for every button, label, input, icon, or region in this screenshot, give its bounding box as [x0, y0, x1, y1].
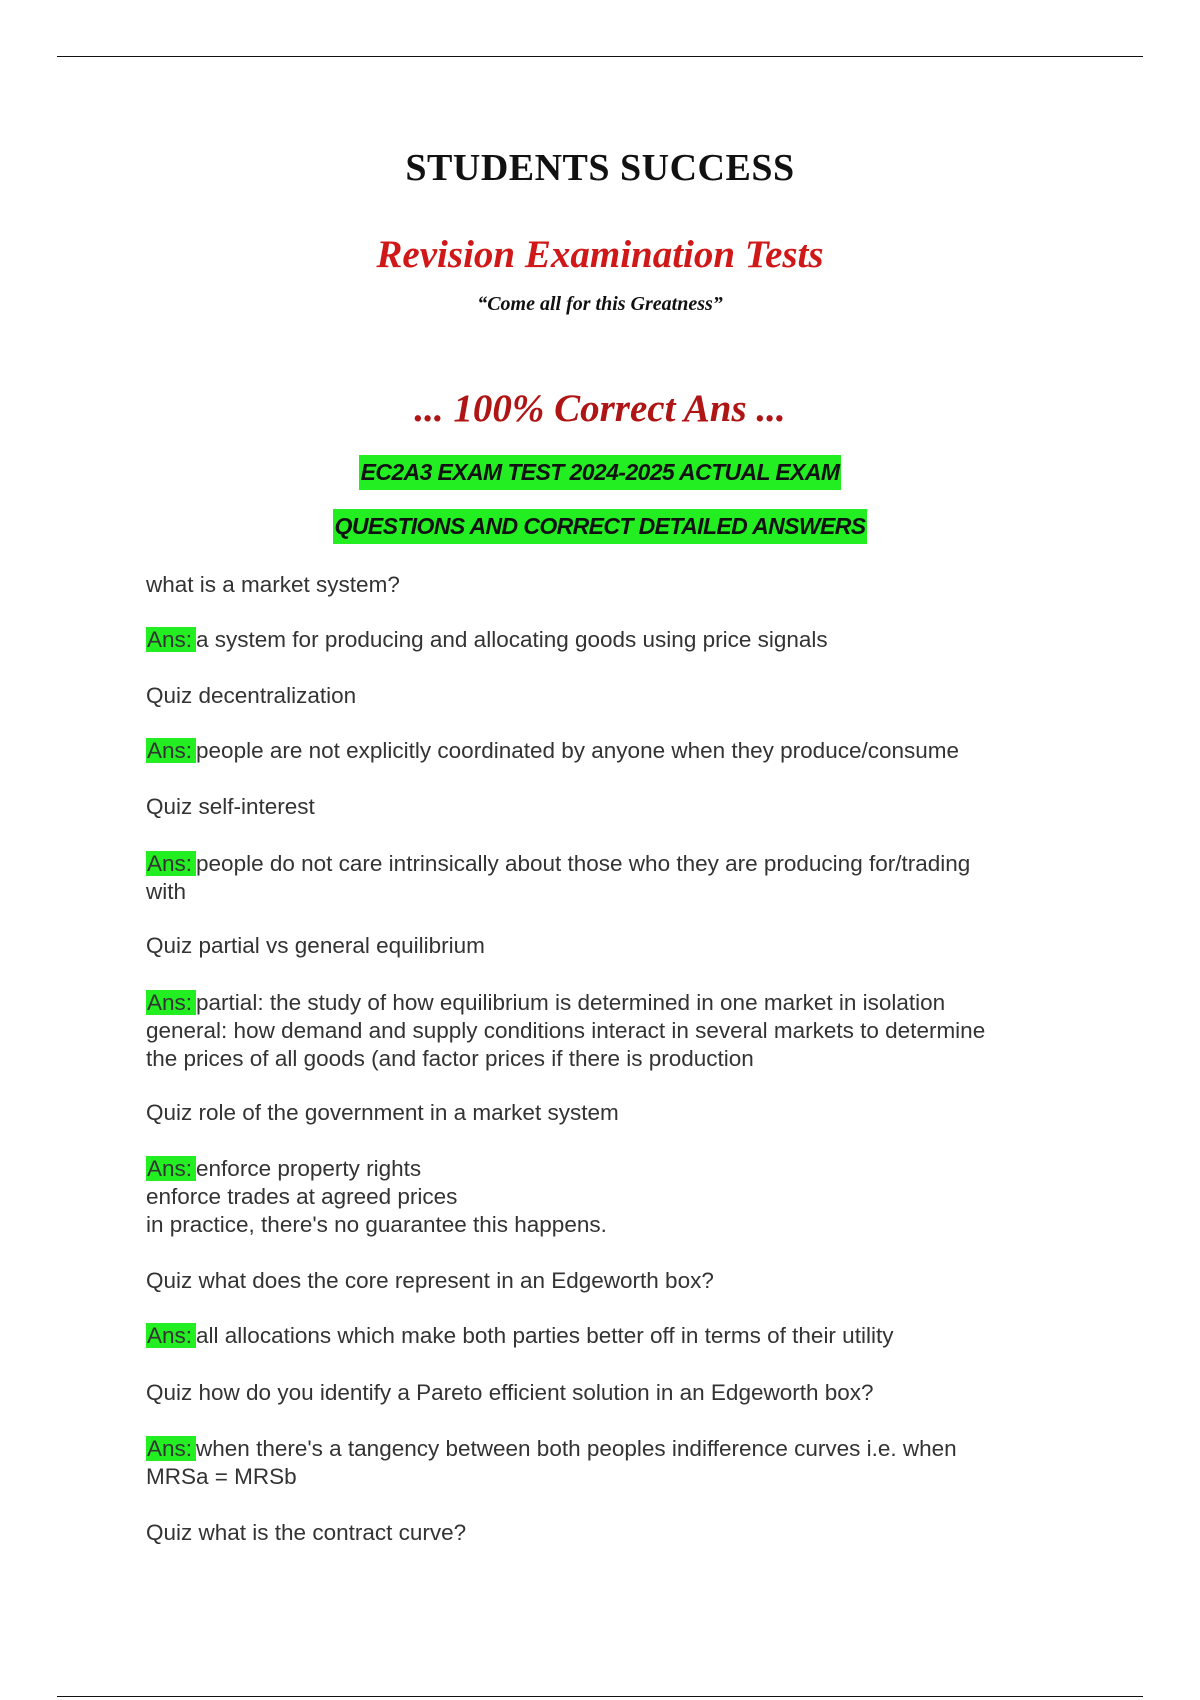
answer-text: people are not explicitly coordinated by anyone when they produce/consume: [196, 738, 960, 763]
answer-text: when there's a tangency between both peoples indifference curves i.e. when MRSa = MRSb: [146, 1436, 957, 1489]
answer: [146, 626, 1066, 654]
answer-text: all allocations which make both parties better off in terms of their utility: [196, 1323, 894, 1348]
ans-label: Ans:: [146, 851, 196, 876]
ans-label: Ans:: [146, 1436, 196, 1461]
question: Quiz decentralization: [146, 683, 357, 708]
question: Quiz partial vs general equilibrium: [146, 933, 485, 958]
exam-title-line-2-text: QUESTIONS AND CORRECT DETAILED ANSWERS: [333, 509, 868, 544]
brand-title: STUDENTS SUCCESS: [405, 147, 795, 189]
answer-text: a system for producing and allocating goods using price signals: [196, 627, 828, 652]
top-rule: [57, 56, 1143, 57]
question: Quiz how do you identify a Pareto efficient solution in an Edgeworth box?: [146, 1380, 874, 1405]
question: what is a market system?: [146, 572, 400, 597]
question: Quiz what is the contract curve?: [146, 1520, 467, 1545]
answer: [146, 1322, 1066, 1350]
ans-label: Ans:: [146, 738, 196, 763]
ans-label: Ans:: [146, 990, 196, 1015]
tagline: “Come all for this Greatness”: [477, 293, 723, 315]
answer-text: enforce property rights enforce trades at agreed prices in practice, there's no guarantee this happens.: [146, 1156, 607, 1237]
answer: [146, 737, 1066, 765]
ans-label: Ans:: [146, 627, 196, 652]
ans-label: Ans:: [146, 1323, 196, 1348]
answer: [146, 850, 1066, 906]
answer-text: people do not care intrinsically about those who they are producing for/trading with: [146, 851, 971, 904]
exam-title-line-1-text: EC2A3 EXAM TEST 2024-2025 ACTUAL EXAM: [359, 455, 842, 490]
answer: [146, 989, 1066, 1073]
subtitle: Revision Examination Tests: [376, 233, 824, 276]
exam-title-line-2: [0, 513, 1200, 540]
bottom-rule: [57, 1696, 1143, 1697]
question: Quiz what does the core represent in an Edgeworth box?: [146, 1268, 714, 1293]
answer-text: partial: the study of how equilibrium is determined in one market in isolation general: how demand and supply conditions interact in several markets to determine the prices of all goods (and factor prices if there is production: [146, 990, 986, 1071]
question: Quiz self-interest: [146, 794, 315, 819]
question: Quiz role of the government in a market system: [146, 1100, 619, 1125]
exam-title-line-1: [0, 459, 1200, 486]
answer: [146, 1155, 1066, 1239]
correct-banner: ... 100% Correct Ans ...: [414, 387, 786, 430]
answer: [146, 1435, 1066, 1491]
ans-label: Ans:: [146, 1156, 196, 1181]
